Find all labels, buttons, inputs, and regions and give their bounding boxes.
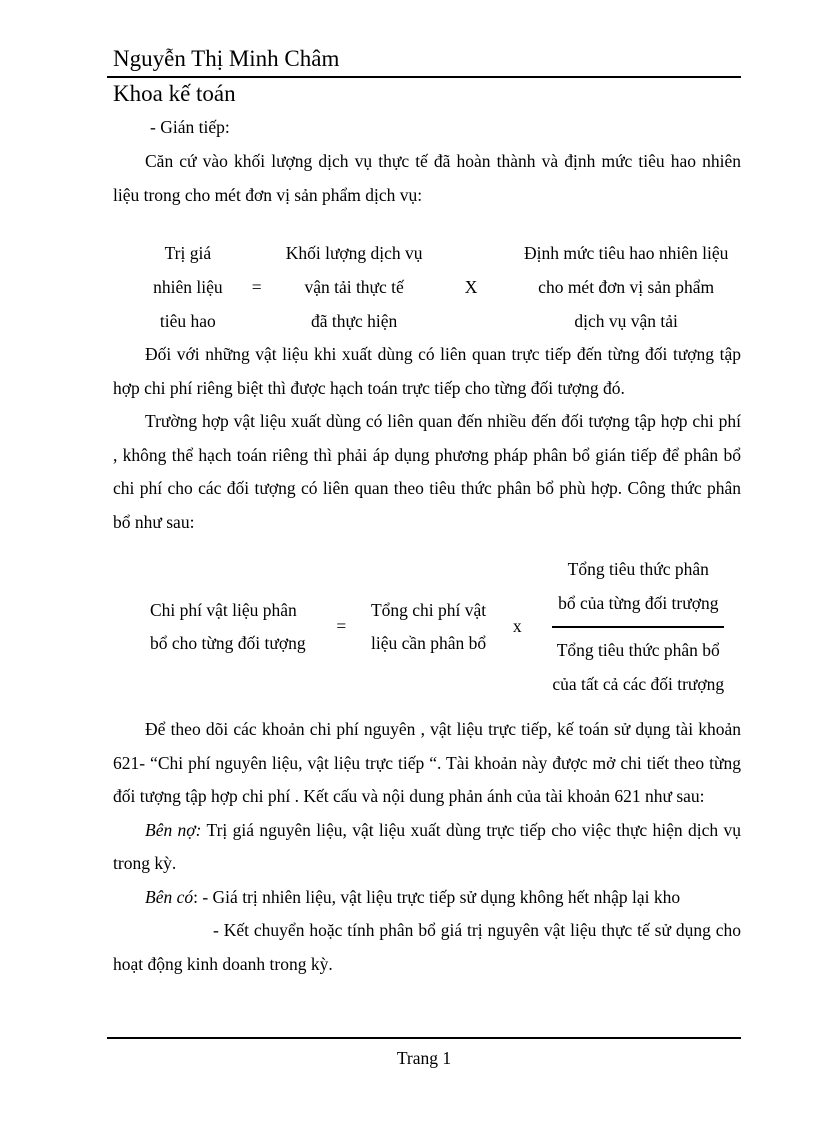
formula-allocation [150, 553, 741, 701]
fraction-bar [552, 626, 724, 628]
formula-line: Khối lượng dịch vụ [285, 243, 423, 263]
page-content [113, 44, 741, 981]
header-rule [107, 76, 741, 78]
operator-equals: = [336, 616, 347, 637]
page-number: Trang 1 [396, 1048, 452, 1068]
fraction-numerator [536, 553, 741, 620]
ben-no-label: Bên nợ: [145, 819, 202, 840]
paragraph-de-theo-doi: Để theo dõi các khoản chi phí nguyên , vật liệu trực tiếp, kế toán sử dụng tài khoản 621- “Chi phí nguyên liệu, vật liệu trực tiếp “. Tài khoản này được mở chi tiết theo từng đối tượng tập hợp chi phí . Kết cấu và nội dung phản ánh của tài khoản 621 như sau: [113, 719, 741, 806]
paragraph-can-cu: Căn cứ vào khối lượng dịch vụ thực tế đã hoàn thành và định mức tiêu hao nhiên liệu trong cho mét đơn vị sản phẩm dịch vụ: [113, 151, 741, 205]
list-item-gian-tiep: - Gián tiếp: [150, 117, 230, 137]
operator-equals: = [251, 277, 262, 297]
formula-term-left [150, 594, 324, 661]
formula-line: Trị giá [164, 243, 212, 263]
formula-line: của tất cả các đối trượng [552, 673, 725, 694]
formula-term-left [140, 236, 236, 338]
paragraph-ket-chuyen: - Kết chuyển hoặc tính phân bổ giá trị nguyên vật liệu thực tế sử dụng cho hoạt động kinh doanh trong kỳ. [113, 920, 741, 974]
paragraph-ben-no [113, 814, 741, 881]
formula-line: cho mét đơn vị sản phẩm [538, 277, 715, 297]
fraction [536, 553, 741, 701]
footer-rule [107, 1037, 741, 1039]
formula-line: vận tải thực tế [304, 277, 404, 297]
formula-line: Tổng chi phí vật [370, 599, 487, 620]
formula-term-right [511, 236, 741, 338]
ben-co-text: : - Giá trị nhiên liệu, vật liệu trực tiếp sử dụng không hết nhập lại kho [193, 886, 681, 907]
formula-line: Tổng tiêu thức phân [567, 559, 709, 579]
formula-line: dịch vụ vận tải [574, 311, 678, 331]
department-title: Khoa kế toán [113, 81, 236, 106]
formula-line: Định mức tiêu hao nhiên liệu [523, 243, 729, 263]
ben-no-text: Trị giá nguyên liệu, vật liệu xuất dùng trực tiếp cho việc thực hiện dịch vụ trong kỳ. [113, 819, 742, 873]
page-footer [107, 1037, 741, 1069]
formula-line: Chi phí vật liệu phân [150, 599, 297, 620]
fraction-denominator [536, 634, 741, 701]
operator-multiply: X [464, 277, 478, 297]
formula-line: liệu cần phân bổ [370, 633, 487, 653]
formula-line: Tổng tiêu thức phân bổ [556, 640, 720, 660]
formula-term-middle [278, 236, 431, 338]
formula-term-middle [358, 594, 499, 661]
formula-line: nhiên liệu [153, 277, 223, 297]
formula-line: tiêu hao [159, 311, 216, 331]
ben-co-label: Bên có [145, 886, 194, 907]
formula-line: bổ của từng đối trượng [558, 592, 719, 613]
operator-multiply: x [512, 616, 522, 637]
paragraph-ben-co [113, 881, 741, 915]
paragraph-truong-hop: Trường hợp vật liệu xuất dùng có liên quan đến nhiều đến đối tượng tập hợp chi phí , không thể hạch toán riêng thì phải áp dụng phương pháp phân bổ gián tiếp để phân bổ chi phí cho các đối tượng có liên quan theo tiêu thức phân bổ phù hợp. Công thức phân bổ như sau: [113, 411, 741, 532]
formula-fuel-value [140, 236, 741, 338]
formula-line: đã thực hiện [311, 311, 398, 331]
formula-line: bổ cho từng đối tượng [150, 633, 306, 653]
header-author: Nguyễn Thị Minh Châm [113, 46, 340, 71]
paragraph-doi-voi: Đối với những vật liệu khi xuất dùng có liên quan trực tiếp đến từng đối tượng tập hợp chi phí riêng biệt thì được hạch toán trực tiếp cho từng đối tượng đó. [113, 344, 741, 398]
